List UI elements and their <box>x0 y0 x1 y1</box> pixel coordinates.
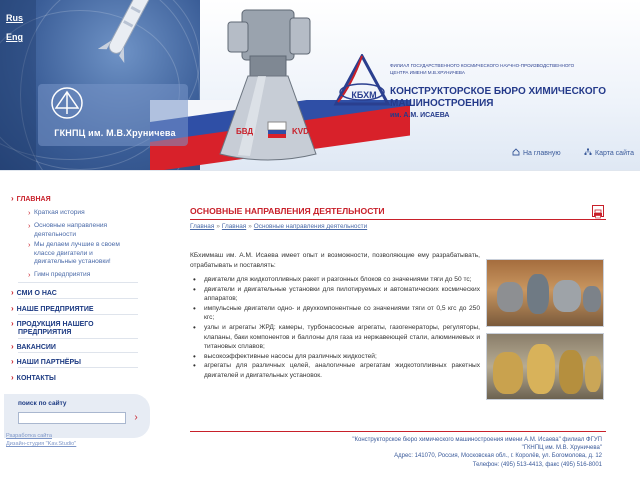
nav-divider <box>18 298 138 299</box>
nav-item-products[interactable]: › ПРОДУКЦИЯ НАШЕГО ПРЕДПРИЯТИЯ <box>18 320 118 337</box>
list-item: • высокоэффективные насосы для различных жидкостей; <box>190 352 480 362</box>
rocket-image <box>98 0 156 66</box>
breadcrumb-home[interactable]: Главная <box>190 223 215 230</box>
breadcrumb-home-2[interactable]: Главная <box>221 223 247 230</box>
breadcrumb: Главная » Главная » Основные направления деятельности <box>190 223 368 230</box>
print-icon[interactable] <box>592 205 604 217</box>
lang-eng-link[interactable]: Eng <box>6 32 23 42</box>
title-underline <box>190 219 606 220</box>
bureau-subtitle: ФИЛИАЛ ГОСУДАРСТВЕННОГО КОСМИЧЕСКОГО НАУЧНО-ПРОИЗВОДСТВЕННОГО ЦЕНТРА ИМЕНИ М.В.ХРУНИЧЕВА <box>390 63 575 75</box>
footer-divider <box>190 431 606 432</box>
nav-sub-directions[interactable]: › Основные направления деятельности <box>34 222 134 239</box>
khrunichev-emblem-icon <box>50 86 84 120</box>
capabilities-list <box>190 275 480 381</box>
home-icon <box>512 148 520 156</box>
nav-divider <box>18 282 138 283</box>
nav-sub-history[interactable]: › Краткая история <box>34 209 134 218</box>
nav-sub-best-engines[interactable]: › Мы делаем лучшие в своем классе двигатели и двигательные установки! <box>34 241 134 267</box>
footer-line: Адрес: 141070, Россия, Московская обл., г. Королёв, ул. Богомолова, д. 12 <box>394 453 602 460</box>
search-label: поиск по сайту <box>18 400 67 407</box>
search-arrow-icon: › <box>134 412 138 423</box>
language-bar <box>0 0 36 170</box>
main-content <box>190 200 606 480</box>
bureau-name: им. А.М. ИСАЕВА <box>390 112 450 119</box>
list-item: • узлы и агрегаты ЖРД: камеры, турбонасосные агрегаты, газогенераторы, регуляторы, клапаны, баки компонентов и баллоны для газа из нержавеющей стали, алюминиевых и титановых сплавов; <box>190 323 480 352</box>
nav-item-enterprise[interactable]: › НАШЕ ПРЕДПРИЯТИЕ <box>18 304 94 313</box>
list-item: • импульсные двигатели одно- и двухкомпонентные со значениями тяги от 0,5 кгс до 250 кгс; <box>190 304 480 323</box>
header-divider <box>0 170 640 171</box>
list-item: • двигатели для жидкотопливных ракет и разгонных блоков со значениями тяги до 50 тс; <box>190 275 480 285</box>
kbhm-logo-label: КБХМ <box>351 90 377 100</box>
bureau-title: КОНСТРУКТОРСКОЕ БЮРО ХИМИЧЕСКОГО МАШИНОСТРОЕНИЯ <box>390 86 606 109</box>
lang-rus-link[interactable]: Rus <box>6 13 24 23</box>
footer-line: Телефон: (495) 513-4413, факс (495) 516-8001 <box>472 461 602 468</box>
sitemap-icon <box>584 148 592 156</box>
nav-divider <box>18 367 138 368</box>
dev-link[interactable]: Разработка сайта <box>6 433 53 439</box>
breadcrumb-current[interactable]: Основные направления деятельности <box>253 223 368 230</box>
sitemap-link[interactable] <box>584 148 634 157</box>
svg-text:БВД: БВД <box>236 127 254 136</box>
list-item: • двигатели и двигательные установки для пилотируемых и автоматических космических аппаратов; <box>190 285 480 304</box>
intro-paragraph: КБхиммаш им. А.М. Исаева имеет опыт и возможности, позволяющие ему разрабатывать, отрабатывать и поставлять: <box>190 252 480 269</box>
nav-item-partners[interactable]: › НАШИ ПАРТНЁРЫ <box>18 357 81 366</box>
svg-text:KVD: KVD <box>292 127 309 136</box>
nav-item-media[interactable]: › СМИ О НАС <box>18 288 57 297</box>
sidebar <box>0 170 180 480</box>
home-link[interactable] <box>512 148 561 157</box>
list-item: • агрегаты для различных целей, аналогичные агрегатам жидкотопливных ракетных двигателей и двигательных установок. <box>190 361 480 380</box>
footer-line: "Конструкторское бюро химического машиностроения имени А.М. Исаева" филиал ФГУП <box>352 437 602 443</box>
nav-item-contacts[interactable]: › КОНТАКТЫ <box>18 373 56 382</box>
site-header <box>0 0 640 170</box>
nav-sub-anthem[interactable]: › Гимн предприятия <box>34 271 134 280</box>
nav-divider <box>18 338 138 339</box>
museum-photo-nozzles <box>486 333 604 400</box>
search-input[interactable] <box>18 412 126 424</box>
museum-photo-engines <box>486 259 604 327</box>
footer-line: "ГКНПЦ им. М.В. Хруничева" <box>521 445 602 452</box>
search-submit-button[interactable] <box>130 412 142 424</box>
nav-item-vacancies[interactable]: › ВАКАНСИИ <box>18 342 56 351</box>
contact-footer <box>192 436 602 469</box>
home-link-label: На главную <box>523 150 561 157</box>
sitemap-link-label: Карта сайта <box>595 150 634 157</box>
page-title: ОСНОВНЫЕ НАПРАВЛЕНИЯ ДЕЯТЕЛЬНОСТИ <box>190 206 385 216</box>
developer-credits <box>6 432 76 448</box>
nav-item-home[interactable]: › ГЛАВНАЯ <box>18 194 51 203</box>
rocket-engine-image <box>198 4 338 164</box>
nav-divider <box>18 314 138 315</box>
nav-divider <box>18 352 138 353</box>
org-caption: ГКНПЦ им. М.В.Хруничева <box>54 128 176 138</box>
design-studio-link[interactable]: Дизайн-студия "Kav.Studio" <box>6 441 77 447</box>
